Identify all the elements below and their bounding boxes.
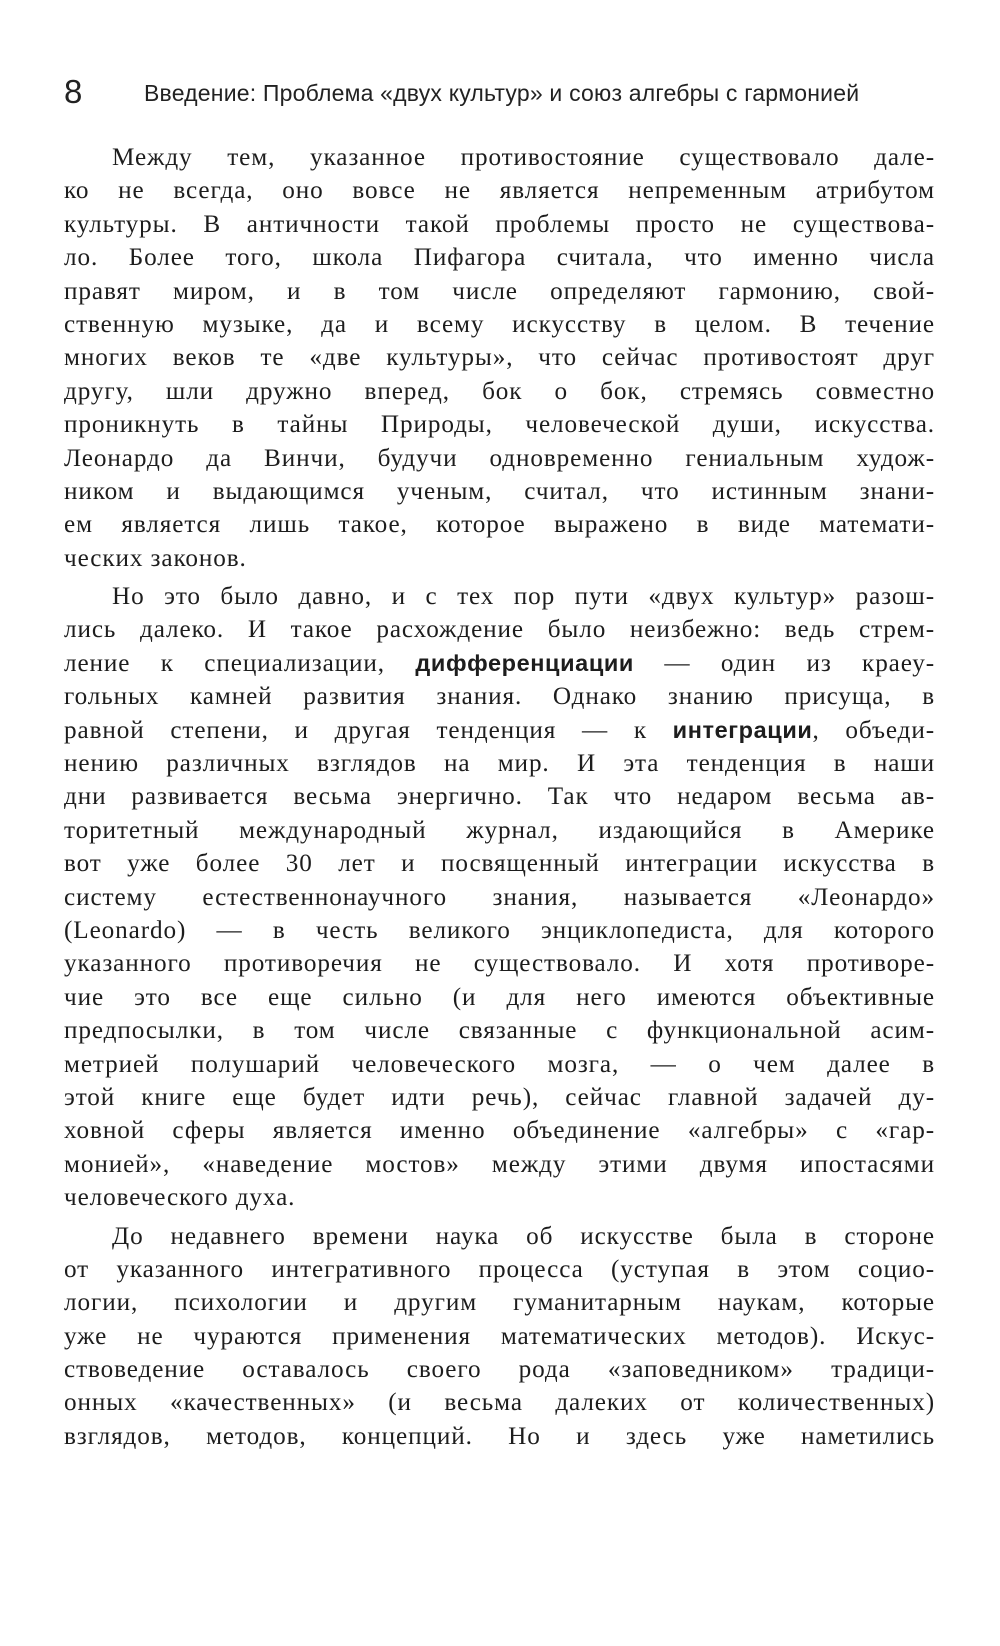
text-line: [64, 1114, 935, 1147]
text-line: [64, 714, 935, 747]
text-segment: другу, шли дружно вперед, бок о бок, стремясь совместно: [64, 377, 935, 405]
text-line: [64, 508, 935, 541]
page-number: 8: [64, 73, 83, 110]
text-line: [64, 241, 935, 274]
text-line: [64, 174, 935, 207]
bold-term: интеграции: [672, 716, 813, 743]
text-segment: До недавнего времени наука об искусстве была в стороне: [112, 1222, 935, 1250]
text-segment: ственную музыке, да и всему искусству в целом. В течение: [64, 310, 935, 338]
text-segment: гольных камней развития знания. Однако знанию присуща, в: [64, 683, 935, 711]
text-segment: нению различных взглядов на мир. И эта тенденция в наши: [64, 750, 935, 778]
text-line: [64, 341, 935, 374]
text-line: [64, 1181, 935, 1214]
text-segment: Леонардо да Винчи, будучи одновременно гениальным худож-: [64, 444, 935, 472]
text-segment: метрией полушарий человеческого мозга, — о чем далее в: [64, 1050, 935, 1078]
text-segment: предпосылки, в том числе связанные с функциональной асим-: [64, 1017, 935, 1045]
text-line: [64, 1148, 935, 1181]
text-segment: ло. Более того, школа Пифагора считала, что именно числа: [64, 244, 935, 272]
text-line: [64, 1081, 935, 1114]
text-segment: торитетный международный журнал, издающийся в Америке: [64, 816, 935, 844]
text-line: [64, 442, 935, 475]
text-segment: монией», «наведение мостов» между этими двумя ипостасями: [64, 1150, 935, 1178]
text-line: [64, 542, 935, 575]
text-segment: дни развивается весьма энергично. Так что недаром весьма ав-: [64, 783, 935, 811]
text-segment: равной степени, и другая тенденция — к: [64, 716, 673, 744]
text-segment: культуры. В античности такой проблемы просто не существова-: [64, 210, 935, 238]
text-segment: вот уже более 30 лет и посвященный интеграции искусства в: [64, 850, 935, 878]
text-segment: лись далеко. И такое расхождение было неизбежно: ведь стрем-: [64, 616, 935, 644]
text-line: [64, 981, 935, 1014]
body-text: [64, 141, 935, 1453]
text-segment: (Leonardo) — в честь великого энциклопедиста, для которого: [64, 916, 935, 944]
text-segment: ховной сферы является именно объединение «алгебры» с «гар-: [64, 1117, 935, 1145]
text-segment: Между тем, указанное противостояние существовало дале-: [112, 144, 935, 171]
text-line: [64, 1048, 935, 1081]
text-line: [64, 1386, 935, 1419]
text-segment: ником и выдающимся ученым, считал, что истинным знани-: [64, 477, 935, 505]
text-segment: систему естественнонаучного знания, называется «Леонардо»: [64, 883, 935, 911]
running-title: Введение: Проблема «двух культур» и союз алгебры с гармонией: [144, 80, 860, 106]
text-line: [64, 947, 935, 980]
text-segment: , объеди-: [812, 716, 936, 744]
text-segment: Но это было давно, и с тех пор пути «двух культур» разош-: [112, 583, 935, 611]
text-segment: ствоведение оставалось своего рода «заповедником» традици-: [64, 1356, 935, 1384]
text-line: [64, 1320, 935, 1353]
text-line: [64, 1420, 935, 1453]
text-line: [64, 1286, 935, 1319]
text-line: [64, 881, 935, 914]
text-line: [64, 613, 935, 646]
text-segment: взглядов, методов, концепций. Но и здесь уже наметились: [64, 1422, 935, 1450]
running-head: [64, 72, 944, 116]
text-segment: указанного противоречия не существовало. И хотя противоре-: [64, 950, 935, 978]
text-line: [64, 475, 935, 508]
text-line: [64, 1220, 935, 1253]
text-segment: ем является лишь такое, которое выражено в виде математи-: [64, 511, 935, 539]
text-line: [64, 814, 935, 847]
text-line: [64, 208, 935, 241]
text-segment: этой книге еще будет идти речь), сейчас главной задачей ду-: [64, 1083, 935, 1111]
text-line: [64, 914, 935, 947]
text-segment: ческих законов.: [64, 544, 247, 572]
text-line: [64, 1253, 935, 1286]
text-line: [64, 275, 935, 308]
paragraph: [64, 1220, 935, 1454]
text-segment: уже не чураются применения математических методов). Искус-: [64, 1322, 935, 1350]
text-line: [64, 1353, 935, 1386]
bold-term: дифференциации: [415, 649, 634, 676]
text-segment: чие это все еще сильно (и для него имеются объективные: [64, 983, 935, 1011]
text-segment: проникнуть в тайны Природы, человеческой души, искусства.: [64, 411, 935, 439]
text-segment: многих веков те «две культуры», что сейчас противостоят друг: [64, 344, 935, 372]
text-line: [64, 375, 935, 408]
text-segment: онных «качественных» (и весьма далеких от количественных): [64, 1389, 935, 1417]
text-line: [64, 141, 935, 174]
text-line: [64, 580, 935, 613]
text-line: [64, 747, 935, 780]
text-line: [64, 308, 935, 341]
paragraph: [64, 141, 935, 575]
text-line: [64, 680, 935, 713]
text-line: [64, 408, 935, 441]
text-segment: ление к специализации,: [64, 649, 416, 677]
text-segment: человеческого духа.: [64, 1184, 296, 1212]
text-segment: ко не всегда, оно вовсе не является непременным атрибутом: [64, 177, 935, 205]
text-segment: — один из краеу-: [633, 649, 935, 677]
text-segment: правят миром, и в том числе определяют гармонию, свой-: [64, 277, 935, 305]
text-segment: от указанного интегративного процесса (уступая в этом социо-: [64, 1255, 935, 1283]
text-line: [64, 847, 935, 880]
text-line: [64, 780, 935, 813]
paragraph: [64, 580, 935, 1214]
text-segment: логии, психологии и другим гуманитарным наукам, которые: [64, 1289, 935, 1317]
text-line: [64, 647, 935, 680]
text-line: [64, 1014, 935, 1047]
